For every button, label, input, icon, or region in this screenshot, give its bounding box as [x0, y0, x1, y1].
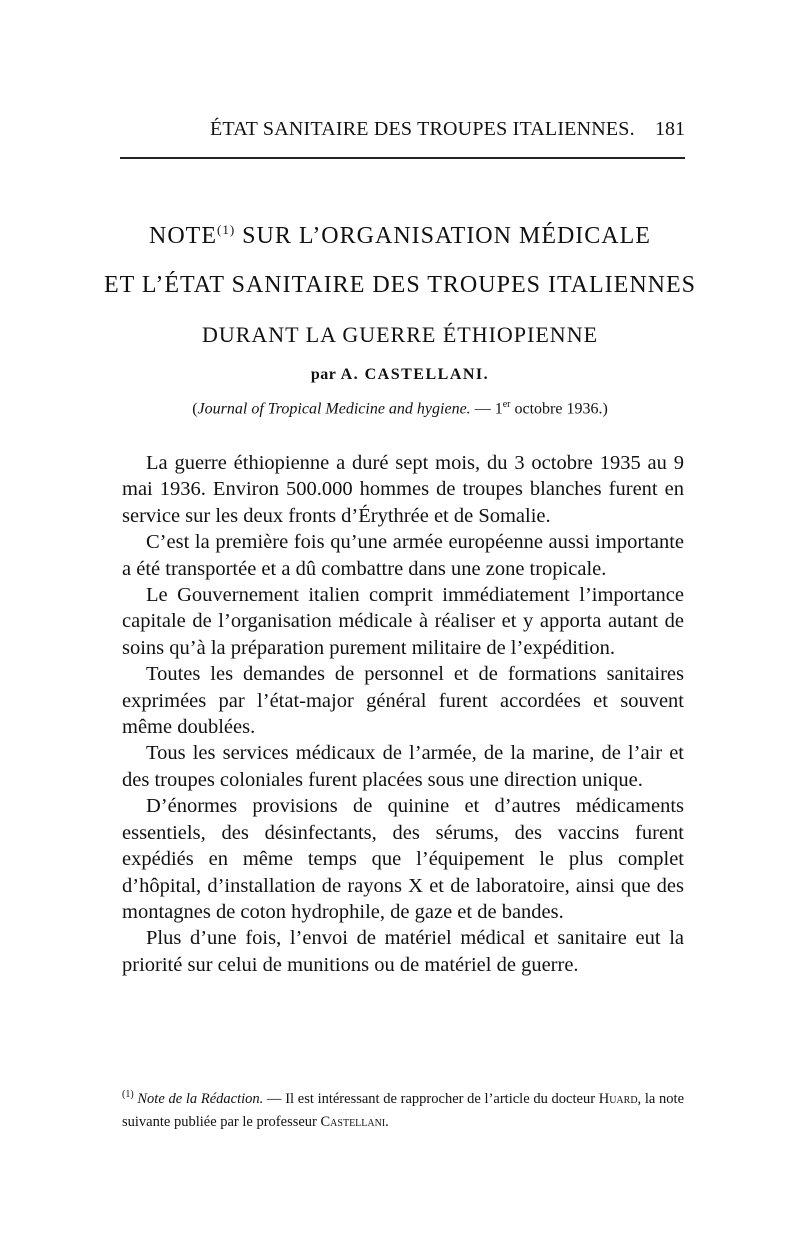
- byline: [100, 366, 700, 384]
- article-body: [122, 450, 684, 978]
- footnote-mark: (1): [122, 1089, 134, 1100]
- footnote-label: Note de la Rédaction.: [137, 1090, 264, 1107]
- footnote-reference: (1): [217, 222, 236, 237]
- footnote-text-b: , la note suivante publiée par le professeur: [122, 1090, 685, 1130]
- source-day-ordinal: er: [502, 399, 511, 410]
- body-paragraph: D’énormes provisions de quinine et d’autres médicaments essentiels, des désinfectants, des sérums, des vaccins furent expédiés en même temps que l’équipement le plus complet d’hôpital, d’installation de rayons X et de laboratoire, ainsi que des montagnes de coton hydrophile, de gaze et de bandes.: [122, 795, 684, 923]
- body-paragraph: Le Gouvernement italien comprit immédiatement l’importance capitale de l’organisation médicale à réaliser et y apporta autant de soins qu’à la préparation purement militaire de l’expédition.: [122, 584, 684, 659]
- source-citation: [100, 399, 700, 418]
- running-title: ÉTAT SANITAIRE DES TROUPES ITALIENNES.: [210, 118, 635, 140]
- body-paragraph: Plus d’une fois, l’envoi de matériel médical et sanitaire eut la priorité sur celui de munitions ou de matériel de guerre.: [122, 927, 684, 976]
- body-paragraph: Toutes les demandes de personnel et de formations sanitaires exprimées par l’état-major général furent accordées et souvent même doublées.: [122, 663, 684, 739]
- page-number: 181: [655, 118, 685, 140]
- title-note-word: NOTE: [149, 223, 217, 249]
- article-title-line-3: DURANT LA GUERRE ÉTHIOPIENNE: [201, 322, 599, 347]
- author-name: A. CASTELLANI.: [340, 366, 490, 383]
- source-day: 1: [494, 400, 503, 418]
- body-paragraph: Tous les services médicaux de l’armée, de la marine, de l’air et des troupes coloniales furent placées sous une direction unique.: [122, 742, 684, 791]
- footnote: [122, 1083, 684, 1134]
- footnote-name-huard: Huard: [598, 1090, 638, 1107]
- journal-name: Journal of Tropical Medicine and hygiene.: [197, 400, 471, 418]
- article-title-line-2: ET L’ÉTAT SANITAIRE DES TROUPES ITALIENNES: [103, 272, 696, 298]
- footnote-text-c: .: [385, 1113, 389, 1130]
- body-paragraph: C’est la première fois qu’une armée européenne aussi importante a été transportée et a dû combattre dans une zone tropicale.: [122, 531, 684, 580]
- header-rule: [120, 157, 685, 159]
- article-title-line-1: [100, 222, 700, 250]
- source-dash: —: [470, 400, 495, 418]
- source-open-paren: (: [192, 400, 198, 418]
- byline-prefix: par: [310, 366, 341, 383]
- title-line-1-rest: SUR L’ORGANISATION MÉDICALE: [235, 223, 651, 249]
- footnote-text-a: — Il est intéressant de rapprocher de l’article du docteur: [263, 1090, 599, 1107]
- footnote-name-castellani: Castellani: [320, 1113, 386, 1130]
- body-paragraph: La guerre éthiopienne a duré sept mois, du 3 octobre 1935 au 9 mai 1936. Environ 500.000 hommes de troupes blanches furent en service sur les deux fronts d’Érythrée et de Somalie.: [122, 452, 684, 527]
- running-header: [120, 118, 685, 142]
- source-date: octobre 1936.): [510, 400, 608, 418]
